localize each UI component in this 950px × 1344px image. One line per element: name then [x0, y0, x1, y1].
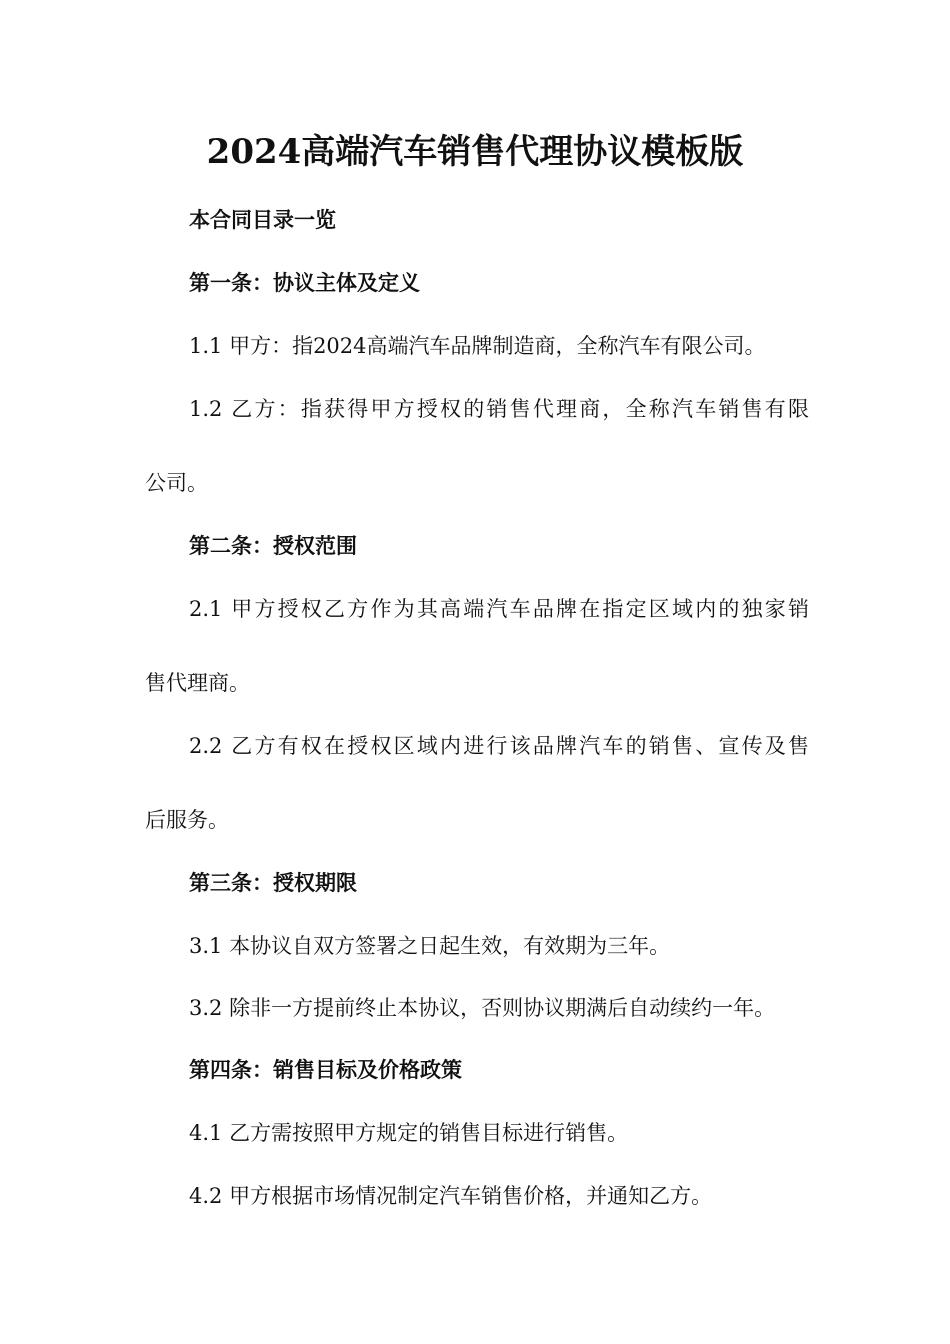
clause-3-2: 3.2 除非一方提前终止本协议，否则协议期满后自动续约一年。 [189, 996, 776, 1020]
clause-1-1: 1.1 甲方：指2024高端汽车品牌制造商，全称汽车有限公司。 [189, 334, 766, 358]
clause-3-1: 3.1 本协议自双方签署之日起生效，有效期为三年。 [189, 934, 671, 958]
clause-1-2-line-1: 1.2 乙方：指获得甲方授权的销售代理商，全称汽车销售有限 [189, 397, 809, 421]
article-4-heading: 第四条：销售目标及价格政策 [189, 1057, 462, 1082]
article-2-heading: 第二条：授权范围 [189, 533, 357, 558]
article-3-heading: 第三条：授权期限 [189, 870, 357, 895]
clause-4-2: 4.2 甲方根据市场情况制定汽车销售价格，并通知乙方。 [189, 1184, 713, 1208]
clause-4-1: 4.1 乙方需按照甲方规定的销售目标进行销售。 [189, 1121, 629, 1145]
clause-2-2-line-2: 后服务。 [145, 808, 229, 832]
article-1-heading: 第一条：协议主体及定义 [189, 270, 420, 295]
clause-2-2-line-1: 2.2 乙方有权在授权区域内进行该品牌汽车的销售、宣传及售 [189, 734, 809, 758]
document-title: 2024高端汽车销售代理协议模板版 [206, 132, 744, 172]
clause-2-1-line-1: 2.1 甲方授权乙方作为其高端汽车品牌在指定区域内的独家销 [189, 597, 809, 621]
clause-2-1-line-2: 售代理商。 [145, 671, 250, 695]
clause-1-2-line-2: 公司。 [145, 471, 208, 495]
toc-heading: 本合同目录一览 [189, 207, 336, 232]
